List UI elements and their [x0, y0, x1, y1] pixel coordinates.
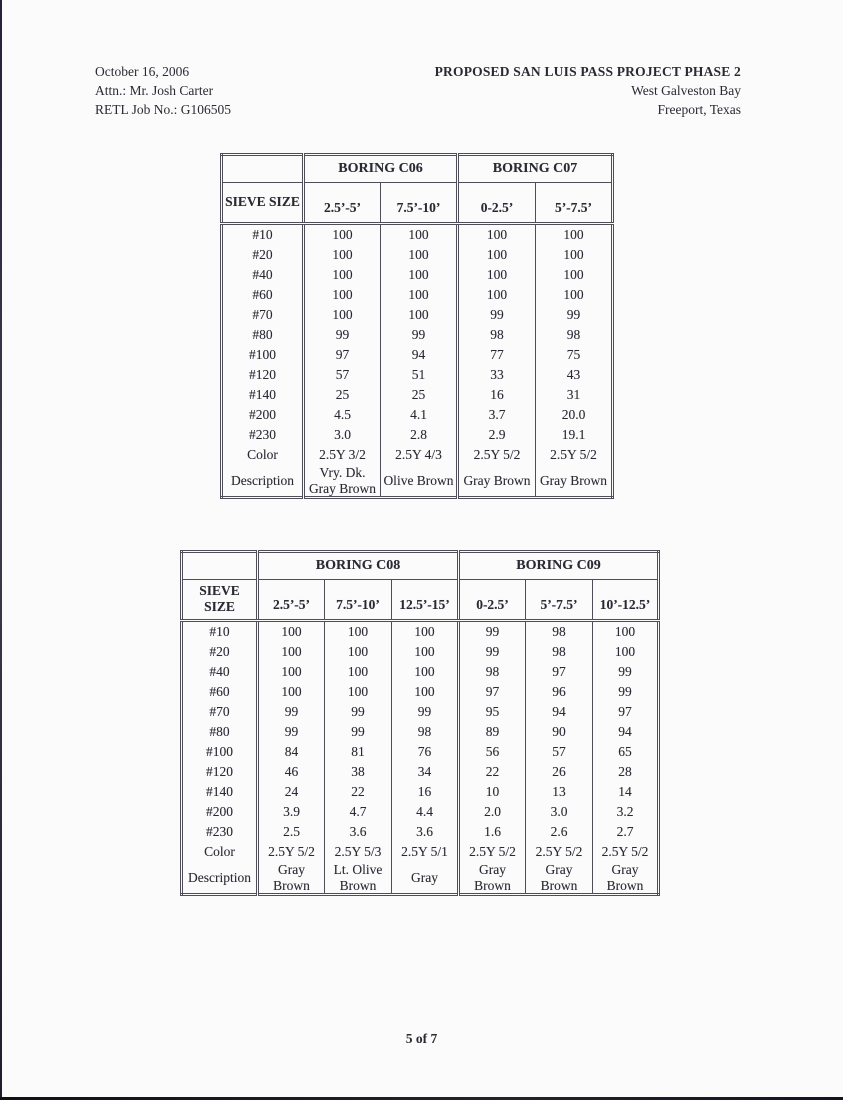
- value-cell: 97: [304, 345, 381, 365]
- row-label: #40: [222, 265, 304, 285]
- value-cell: Gray Brown: [536, 465, 613, 498]
- value-cell: Vry. Dk. Gray Brown: [304, 465, 381, 498]
- table-row: [182, 702, 659, 722]
- table-row: [182, 742, 659, 762]
- depth-interval-header: 7.5’-10’: [325, 580, 392, 621]
- value-cell: Gray Brown: [458, 465, 536, 498]
- value-cell: 33: [458, 365, 536, 385]
- value-cell: 4.1: [381, 405, 458, 425]
- value-cell: 100: [458, 285, 536, 305]
- row-label: #100: [222, 345, 304, 365]
- sieve-size-header: SIEVE SIZE: [182, 580, 258, 621]
- table-row: [222, 425, 613, 445]
- value-cell: 100: [458, 224, 536, 246]
- value-cell: 100: [458, 245, 536, 265]
- value-cell: 3.6: [325, 822, 392, 842]
- value-cell: 38: [325, 762, 392, 782]
- row-label: #40: [182, 662, 258, 682]
- value-cell: 2.5Y 5/2: [258, 842, 325, 862]
- value-cell: 81: [325, 742, 392, 762]
- value-cell: 26: [526, 762, 593, 782]
- table-row: [222, 405, 613, 425]
- job-number-line: RETL Job No.: G106505: [95, 102, 231, 117]
- row-label: #120: [222, 365, 304, 385]
- value-cell: Gray Brown: [593, 862, 659, 895]
- value-cell: 99: [325, 702, 392, 722]
- table-row: [222, 224, 613, 246]
- value-cell: Gray Brown: [258, 862, 325, 895]
- row-label: #200: [182, 802, 258, 822]
- table-row: [222, 365, 613, 385]
- sieve-analysis-table-c06-c07: [220, 153, 614, 499]
- row-label: #70: [222, 305, 304, 325]
- value-cell: 46: [258, 762, 325, 782]
- row-label: #70: [182, 702, 258, 722]
- value-cell: 95: [459, 702, 526, 722]
- row-label: #60: [222, 285, 304, 305]
- table-row: [182, 642, 659, 662]
- table-row: [182, 862, 659, 895]
- value-cell: 22: [325, 782, 392, 802]
- value-cell: 14: [593, 782, 659, 802]
- table-row: [222, 305, 613, 325]
- value-cell: 94: [381, 345, 458, 365]
- boring-group-header: BORING C07: [458, 155, 613, 183]
- row-label: #10: [222, 224, 304, 246]
- row-label: #80: [222, 325, 304, 345]
- table-row: [182, 822, 659, 842]
- value-cell: 99: [458, 305, 536, 325]
- table-row: [182, 762, 659, 782]
- table-row: [222, 285, 613, 305]
- project-location-line2: Freeport, Texas: [657, 102, 741, 117]
- value-cell: 2.5Y 5/1: [392, 842, 459, 862]
- value-cell: 2.8: [381, 425, 458, 445]
- value-cell: 98: [526, 621, 593, 643]
- row-label: Description: [182, 862, 258, 895]
- boring-group-header: BORING C06: [304, 155, 458, 183]
- depth-interval-header: 0-2.5’: [459, 580, 526, 621]
- depth-interval-header: 10’-12.5’: [593, 580, 659, 621]
- value-cell: 100: [325, 682, 392, 702]
- value-cell: 99: [381, 325, 458, 345]
- attn-line: Attn.: Mr. Josh Carter: [95, 83, 214, 98]
- value-cell: 100: [392, 662, 459, 682]
- value-cell: 100: [536, 265, 613, 285]
- boring-group-header: BORING C09: [459, 552, 659, 580]
- value-cell: 3.0: [526, 802, 593, 822]
- value-cell: 100: [258, 642, 325, 662]
- value-cell: 99: [459, 621, 526, 643]
- value-cell: 57: [526, 742, 593, 762]
- value-cell: 2.7: [593, 822, 659, 842]
- value-cell: Lt. Olive Brown: [325, 862, 392, 895]
- page-number: 5 of 7: [405, 1031, 438, 1046]
- table-row: [222, 465, 613, 498]
- value-cell: 3.9: [258, 802, 325, 822]
- value-cell: 2.5Y 3/2: [304, 445, 381, 465]
- value-cell: 100: [536, 224, 613, 246]
- value-cell: 77: [458, 345, 536, 365]
- value-cell: 3.0: [304, 425, 381, 445]
- value-cell: 76: [392, 742, 459, 762]
- value-cell: 100: [392, 621, 459, 643]
- corner-cell: [182, 552, 258, 580]
- depth-interval-header: 5’-7.5’: [536, 183, 613, 224]
- value-cell: 100: [392, 682, 459, 702]
- depth-interval-header: 5’-7.5’: [526, 580, 593, 621]
- table-row: [182, 621, 659, 643]
- value-cell: 100: [258, 662, 325, 682]
- value-cell: 3.2: [593, 802, 659, 822]
- row-label: #140: [182, 782, 258, 802]
- value-cell: 2.9: [458, 425, 536, 445]
- value-cell: 89: [459, 722, 526, 742]
- value-cell: 16: [458, 385, 536, 405]
- table-row: [182, 662, 659, 682]
- value-cell: 2.0: [459, 802, 526, 822]
- value-cell: 2.5Y 5/2: [536, 445, 613, 465]
- row-label: #140: [222, 385, 304, 405]
- value-cell: 75: [536, 345, 613, 365]
- table-row: [182, 802, 659, 822]
- value-cell: 94: [526, 702, 593, 722]
- value-cell: 25: [304, 385, 381, 405]
- value-cell: 3.7: [458, 405, 536, 425]
- value-cell: 2.5: [258, 822, 325, 842]
- depth-interval-header: 2.5’-5’: [304, 183, 381, 224]
- project-title: PROPOSED SAN LUIS PASS PROJECT PHASE 2: [434, 64, 741, 79]
- value-cell: 100: [325, 621, 392, 643]
- value-cell: 4.7: [325, 802, 392, 822]
- depth-interval-header: 12.5’-15’: [392, 580, 459, 621]
- value-cell: 4.5: [304, 405, 381, 425]
- row-label: #120: [182, 762, 258, 782]
- value-cell: 2.5Y 5/3: [325, 842, 392, 862]
- depth-interval-header: 0-2.5’: [458, 183, 536, 224]
- value-cell: 100: [325, 642, 392, 662]
- value-cell: 100: [381, 224, 458, 246]
- value-cell: 98: [392, 722, 459, 742]
- value-cell: 97: [526, 662, 593, 682]
- value-cell: 34: [392, 762, 459, 782]
- value-cell: 51: [381, 365, 458, 385]
- value-cell: 100: [381, 285, 458, 305]
- row-label: #230: [182, 822, 258, 842]
- boring-group-header: BORING C08: [258, 552, 459, 580]
- value-cell: 100: [325, 662, 392, 682]
- value-cell: 90: [526, 722, 593, 742]
- value-cell: 100: [304, 245, 381, 265]
- value-cell: 2.5Y 5/2: [459, 842, 526, 862]
- value-cell: 2.5Y 5/2: [526, 842, 593, 862]
- value-cell: 99: [258, 702, 325, 722]
- value-cell: 2.6: [526, 822, 593, 842]
- value-cell: 100: [392, 642, 459, 662]
- value-cell: 97: [593, 702, 659, 722]
- project-header-right: [435, 62, 741, 119]
- value-cell: 65: [593, 742, 659, 762]
- table-row: [182, 682, 659, 702]
- project-location-line1: West Galveston Bay: [631, 83, 741, 98]
- table-row: [222, 345, 613, 365]
- value-cell: 13: [526, 782, 593, 802]
- value-cell: 99: [536, 305, 613, 325]
- row-label: Description: [222, 465, 304, 498]
- value-cell: 100: [536, 285, 613, 305]
- table-row: [182, 782, 659, 802]
- value-cell: 22: [459, 762, 526, 782]
- table-row: [222, 385, 613, 405]
- value-cell: 99: [459, 642, 526, 662]
- row-label: #60: [182, 682, 258, 702]
- table-row: [222, 265, 613, 285]
- value-cell: 56: [459, 742, 526, 762]
- value-cell: 100: [258, 682, 325, 702]
- value-cell: 84: [258, 742, 325, 762]
- value-cell: 24: [258, 782, 325, 802]
- value-cell: 100: [381, 265, 458, 285]
- corner-cell: [222, 155, 304, 183]
- value-cell: 100: [536, 245, 613, 265]
- value-cell: 2.5Y 5/2: [593, 842, 659, 862]
- value-cell: 2.5Y 4/3: [381, 445, 458, 465]
- row-label: #80: [182, 722, 258, 742]
- value-cell: 100: [458, 265, 536, 285]
- value-cell: 99: [593, 682, 659, 702]
- value-cell: 99: [304, 325, 381, 345]
- value-cell: 16: [392, 782, 459, 802]
- value-cell: 97: [459, 682, 526, 702]
- date-line: October 16, 2006: [95, 64, 190, 79]
- value-cell: 100: [304, 265, 381, 285]
- value-cell: 100: [304, 224, 381, 246]
- letter-header-left: [95, 62, 231, 119]
- row-label: #20: [222, 245, 304, 265]
- row-label: Color: [182, 842, 258, 862]
- value-cell: Gray Brown: [526, 862, 593, 895]
- value-cell: 1.6: [459, 822, 526, 842]
- depth-interval-header: 7.5’-10’: [381, 183, 458, 224]
- row-label: Color: [222, 445, 304, 465]
- value-cell: Gray Brown: [459, 862, 526, 895]
- value-cell: 43: [536, 365, 613, 385]
- value-cell: 20.0: [536, 405, 613, 425]
- value-cell: 100: [381, 305, 458, 325]
- table-row: [222, 245, 613, 265]
- value-cell: 99: [325, 722, 392, 742]
- table-row: [222, 325, 613, 345]
- value-cell: 19.1: [536, 425, 613, 445]
- sieve-analysis-table-c08-c09: [180, 550, 660, 896]
- value-cell: 100: [593, 621, 659, 643]
- value-cell: 99: [593, 662, 659, 682]
- row-label: #20: [182, 642, 258, 662]
- value-cell: Gray: [392, 862, 459, 895]
- value-cell: 98: [526, 642, 593, 662]
- row-label: #10: [182, 621, 258, 643]
- value-cell: 100: [304, 305, 381, 325]
- value-cell: 100: [593, 642, 659, 662]
- value-cell: 100: [258, 621, 325, 643]
- value-cell: 10: [459, 782, 526, 802]
- value-cell: 57: [304, 365, 381, 385]
- table-row: [182, 842, 659, 862]
- row-label: #200: [222, 405, 304, 425]
- value-cell: 96: [526, 682, 593, 702]
- table-row: [182, 722, 659, 742]
- value-cell: 100: [381, 245, 458, 265]
- value-cell: 28: [593, 762, 659, 782]
- value-cell: 99: [258, 722, 325, 742]
- value-cell: 99: [392, 702, 459, 722]
- value-cell: 31: [536, 385, 613, 405]
- value-cell: Olive Brown: [381, 465, 458, 498]
- value-cell: 94: [593, 722, 659, 742]
- value-cell: 25: [381, 385, 458, 405]
- row-label: #230: [222, 425, 304, 445]
- sieve-size-header: SIEVE SIZE: [222, 183, 304, 224]
- value-cell: 4.4: [392, 802, 459, 822]
- table-row: [222, 445, 613, 465]
- value-cell: 98: [536, 325, 613, 345]
- value-cell: 98: [459, 662, 526, 682]
- value-cell: 3.6: [392, 822, 459, 842]
- value-cell: 98: [458, 325, 536, 345]
- value-cell: 100: [304, 285, 381, 305]
- value-cell: 2.5Y 5/2: [458, 445, 536, 465]
- depth-interval-header: 2.5’-5’: [258, 580, 325, 621]
- row-label: #100: [182, 742, 258, 762]
- scan-edge-left: [0, 0, 2, 1100]
